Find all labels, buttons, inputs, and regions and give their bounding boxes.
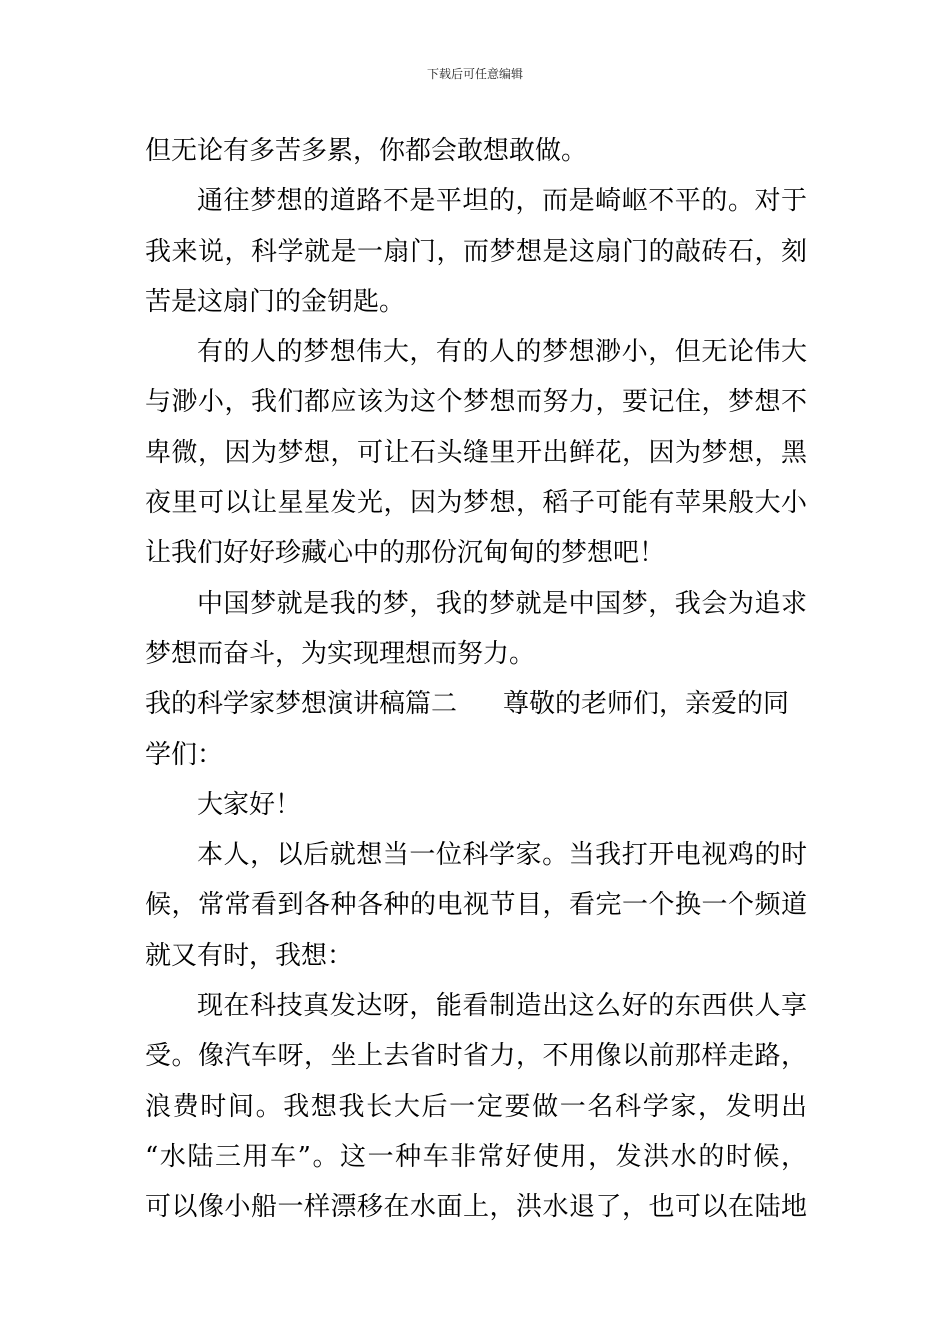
text-line: 夜里可以让星星发光，因为梦想，稻子可能有苹果般大小 [145, 488, 807, 519]
text-line: 就又有时，我想： [145, 940, 354, 971]
text-line: 通往梦想的道路不是平坦的，而是崎岖不平的。对于 [197, 186, 807, 217]
section-heading-line [145, 679, 807, 729]
document-body [145, 126, 807, 1233]
greeting-line: 大家好！ [197, 789, 302, 820]
text-line: 有的人的梦想伟大，有的人的梦想渺小，但无论伟大 [197, 337, 807, 368]
text-line: 让我们好好珍藏心中的那份沉甸甸的梦想吧！ [145, 538, 666, 569]
text-line: “水陆三用车”。这一种车非常好使用，发洪水的时候， [145, 1141, 807, 1172]
text-line: 学们： [145, 739, 224, 770]
text-line: 我来说，科学就是一扇门，而梦想是这扇门的敲砖石，刻 [145, 236, 807, 267]
section-title: 我的科学家梦想演讲稿篇二 [145, 689, 458, 720]
text-line: 现在科技真发达呀，能看制造出这么好的东西供人享 [197, 991, 807, 1022]
page-header: 下载后可任意编辑 [426, 67, 523, 81]
text-line: 苦是这扇门的金钥匙。 [145, 286, 406, 317]
text-line: 但无论有多苦多累，你都会敢想敢做。 [145, 136, 588, 166]
text-line: 受。像汽车呀，坐上去省时省力，不用像以前那样走路， [145, 1041, 807, 1072]
salutation-text: 尊敬的老师们，亲爱的同 [503, 689, 790, 720]
text-line: 梦想而奋斗，为实现理想而努力。 [145, 638, 536, 669]
text-line: 卑微，因为梦想，可让石头缝里开出鲜花，因为梦想，黑 [145, 437, 807, 468]
text-line: 本人，以后就想当一位科学家。当我打开电视鸡的时 [197, 840, 807, 871]
text-line: 与渺小，我们都应该为这个梦想而努力，要记住，梦想不 [145, 387, 807, 418]
text-line: 可以像小船一样漂移在水面上，洪水退了，也可以在陆地 [145, 1192, 807, 1223]
text-line: 中国梦就是我的梦，我的梦就是中国梦，我会为追求 [197, 588, 807, 619]
text-line: 候，常常看到各种各种的电视节目，看完一个换一个频道 [145, 890, 807, 921]
text-line: 浪费时间。我想我长大后一定要做一名科学家，发明出 [145, 1091, 807, 1122]
